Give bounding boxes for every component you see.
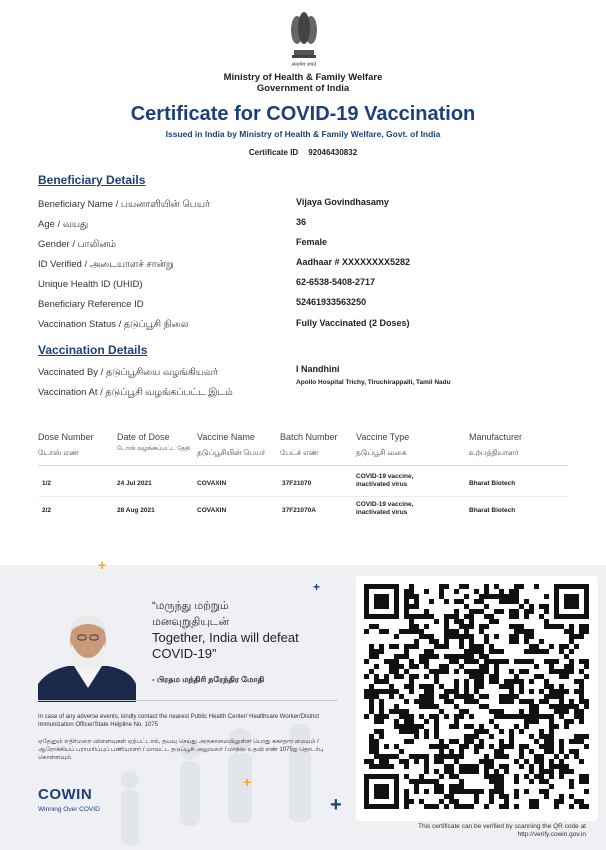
table-divider: [38, 465, 568, 466]
qr-code-icon: [356, 576, 598, 821]
quote-ta-line2: மனவுறுதியுடன்: [152, 616, 230, 628]
th-vaccine-type: Vaccine Type: [356, 432, 410, 442]
row1-vaccine: COVAXIN: [197, 480, 227, 487]
beneficiary-name-label: Beneficiary Name / பயனாளியின் பெயர்: [38, 199, 210, 210]
plus-icon: +: [98, 557, 107, 573]
th-vaccine-name-ta: தடுப்பூசியின் பெயர்: [197, 448, 266, 457]
id-verified-value: Aadhaar # XXXXXXXX5282: [296, 257, 411, 267]
reference-id-value: 52461933563250: [296, 297, 367, 307]
id-verified-label: ID Verified / அடையாளச் சான்று: [38, 259, 174, 270]
beneficiary-name-value: Vijaya Govindhasamy: [296, 197, 389, 207]
row-divider: [38, 496, 568, 497]
national-emblem-icon: [284, 10, 324, 68]
row1-date: 24 Jul 2021: [117, 480, 152, 487]
quote-en-line2: COVID-19”: [152, 646, 217, 661]
plus-icon: +: [243, 774, 252, 790]
gender-label: Gender / பாலினம்: [38, 239, 117, 250]
quote-ta-line1: “மருந்து மற்றும்: [152, 600, 229, 612]
row2-date: 28 Aug 2021: [117, 507, 155, 514]
row2-manufacturer: Bharat Biotech: [469, 507, 516, 514]
row1-dose: 1/2: [42, 480, 52, 487]
row1-batch: 37F21070: [282, 480, 312, 487]
vaccination-status-value: Fully Vaccinated (2 Doses): [296, 318, 410, 328]
svg-text:सत्यमेव जयते: सत्यमेव जयते: [291, 62, 317, 68]
th-vaccine-type-ta: தடுப்பூசி வகை: [356, 448, 407, 457]
age-label: Age / வயது: [38, 219, 89, 230]
th-batch-number-ta: பேட்ச் எண்: [280, 448, 319, 457]
certificate-id-value: 92046430832: [308, 148, 358, 157]
plus-icon: +: [330, 794, 342, 816]
row1-type: COVID-19 vaccine, inactivated virus: [356, 473, 414, 488]
verify-note: This certificate can be verified by scanning the QR code at http://verify.cowin.gov.in: [417, 823, 586, 838]
th-date-of-dose-ta: டோஸ் வழங்கப்பட்ட தேதி: [117, 446, 191, 452]
vaccinated-at-value: Apollo Hospital Trichy, Tiruchirappalli, Tamil Nadu: [296, 379, 451, 386]
qr-code-panel: [356, 576, 598, 821]
row2-dose: 2/2: [42, 507, 52, 514]
adverse-events-ta: ஏதேனும் எதிர்மறை விளைவுகள் ஏற்பட்டால், தயவு செய்து அருகாமையிலுள்ள பொது சுகாதார மையம் / ஆரோக்கியப் பராமரிப்புப் பணியாளர் / மாவட்ட தடுப்பூசி அலுவலர் / மாநில உதவி எண் 1075ஐ தொடர்பு கொள்ளவும்.: [38, 739, 324, 761]
pm-quote: [152, 598, 299, 662]
quote-en-line1: Together, India will defeat: [152, 630, 299, 645]
pm-portrait-icon: [38, 602, 138, 702]
page-title: Certificate for COVID-19 Vaccination: [130, 103, 476, 125]
adverse-events-en: In case of any adverse events, kindly contact the nearest Public Health Center/ Healthcare Worker/District Immunization Officer/State Helpline No. 1075: [38, 714, 320, 728]
vaccination-section-title: Vaccination Details: [38, 343, 148, 357]
ministry-line1: Ministry of Health & Family Welfare: [223, 72, 383, 83]
th-manufacturer: Manufacturer: [469, 432, 523, 442]
vaccination-status-label: Vaccination Status / தடுப்பூசி நிலை: [38, 319, 189, 330]
th-dose-number-ta: டோஸ் எண்: [38, 448, 79, 457]
vaccinated-by-value: I Nandhini: [296, 364, 340, 374]
row2-type: COVID-19 vaccine, inactivated virus: [356, 501, 414, 516]
cowin-tagline: Winning Over COVID: [38, 806, 100, 813]
vaccinated-at-label: Vaccination At / தடுப்பூசி வழங்கப்பட்ட இடம்: [38, 387, 233, 398]
footer-divider: [38, 700, 338, 701]
ministry-heading: [0, 72, 606, 94]
vaccinated-by-label: Vaccinated By / தடுப்பூசியை வழங்கியவர்: [38, 367, 218, 378]
th-vaccine-name: Vaccine Name: [197, 432, 255, 442]
issued-by: Issued in India by Ministry of Health & Family Welfare, Govt. of India: [165, 129, 441, 139]
row2-vaccine: COVAXIN: [197, 507, 227, 514]
reference-id-label: Beneficiary Reference ID: [38, 299, 144, 310]
gender-value: Female: [296, 237, 328, 247]
th-date-of-dose: Date of Dose: [117, 432, 170, 442]
pm-attribution: - பிரதம மந்திரி நரேந்திர மோதி: [152, 675, 265, 684]
th-batch-number: Batch Number: [280, 432, 338, 442]
certificate-id: [0, 148, 606, 157]
certificate-id-label: Certificate ID: [248, 148, 299, 157]
uhid-value: 62-6538-5408-2717: [296, 277, 376, 287]
row2-batch: 37F21070A: [282, 507, 316, 514]
cowin-logo: COWIN: [38, 786, 93, 803]
ministry-line2: Government of India: [256, 83, 350, 94]
th-manufacturer-ta: உற்பத்தியாளர்: [469, 448, 519, 457]
age-value: 36: [296, 217, 307, 227]
row1-manufacturer: Bharat Biotech: [469, 480, 516, 487]
uhid-label: Unique Health ID (UHID): [38, 279, 143, 290]
beneficiary-section-title: Beneficiary Details: [38, 173, 146, 187]
plus-icon: +: [313, 580, 321, 594]
th-dose-number: Dose Number: [38, 432, 94, 442]
